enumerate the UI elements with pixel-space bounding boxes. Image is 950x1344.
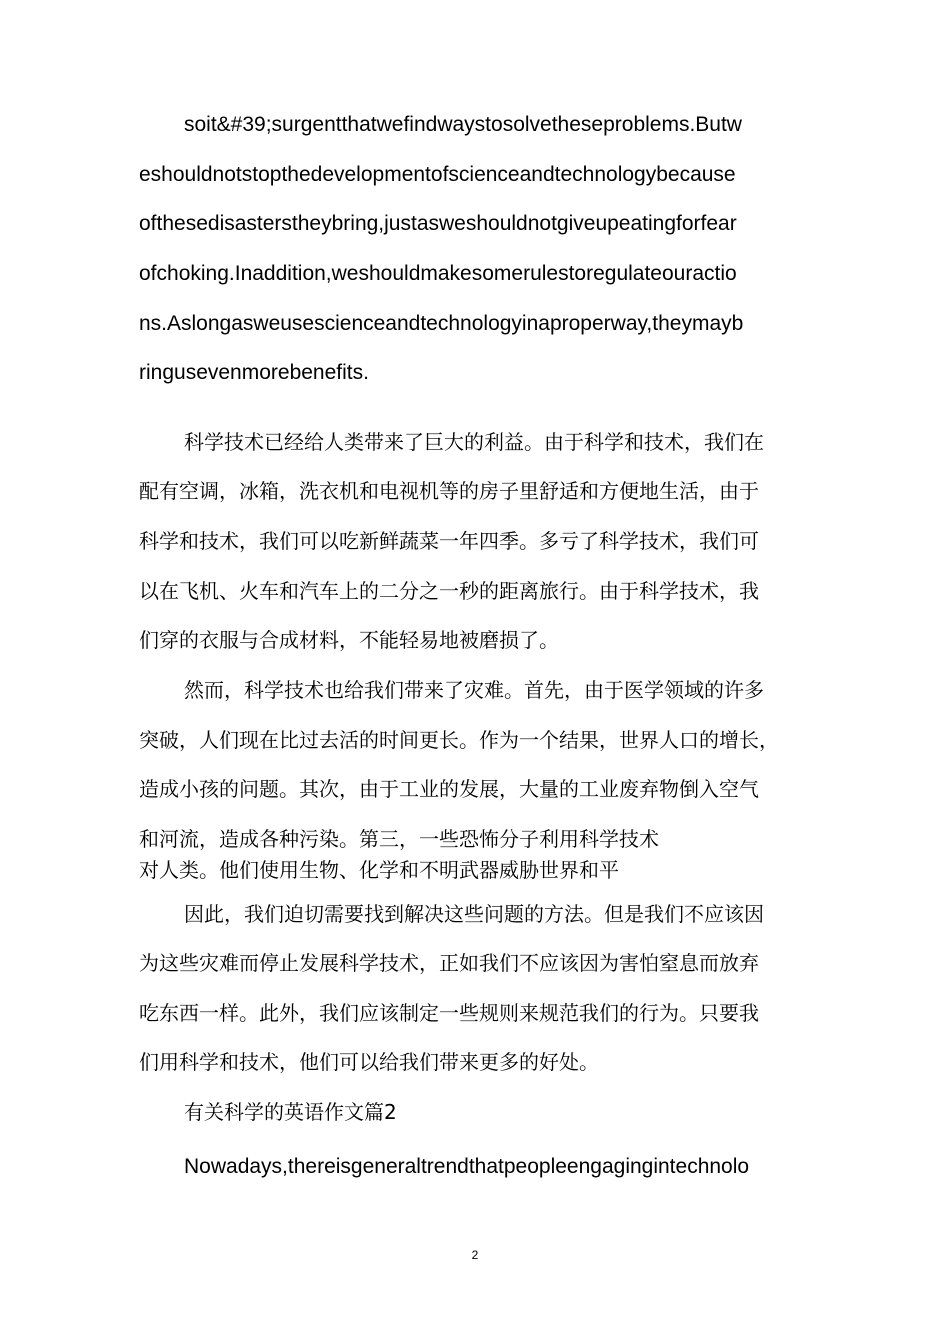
section-heading: 有关科学的英语作文篇2 <box>184 1100 397 1124</box>
text-line: 们穿的衣服与合成材料，不能轻易地被磨损了。 <box>139 628 559 652</box>
text-line: 吃东西一样。此外，我们应该制定一些规则来规范我们的行为。只要我 <box>139 1001 759 1025</box>
text-line: ofthesedisasterstheybring,justasweshouldnotgiveupeatingforfear <box>139 212 737 235</box>
text-line: ofchoking.Inaddition,weshouldmakesomerulestoregulateouractio <box>139 262 737 285</box>
text-line: ns.Aslongasweusescienceandtechnologyinaproperway,theymayb <box>139 312 744 335</box>
text-line: 科学技术已经给人类带来了巨大的利益。由于科学和技术，我们在 <box>184 430 764 454</box>
text-line: 对人类。他们使用生物、化学和不明武器威胁世界和平 <box>139 858 619 882</box>
text-line: 突破，人们现在比过去活的时间更长。作为一个结果，世界人口的增长， <box>139 728 779 752</box>
text-line: 造成小孩的问题。其次，由于工业的发展，大量的工业废弃物倒入空气 <box>139 777 759 801</box>
page-number: 2 <box>471 1248 479 1262</box>
text-line: eshouldnotstopthedevelopmentofscienceandtechnologybecause <box>139 163 736 186</box>
text-line: soit&#39;surgentthatwefindwaystosolvetheseproblems.Butw <box>184 113 742 136</box>
text-line: ringusevenmorebenefits. <box>139 361 369 384</box>
next-paragraph-start: Nowadays,thereisgeneraltrendthatpeopleengagingintechnolo <box>184 1155 750 1178</box>
text-line: 们用科学和技术，他们可以给我们带来更多的好处。 <box>139 1050 599 1074</box>
text-line: 为这些灾难而停止发展科学技术，正如我们不应该因为害怕窒息而放弃 <box>139 951 759 975</box>
text-line: 配有空调，冰箱，洗衣机和电视机等的房子里舒适和方便地生活，由于 <box>139 479 759 503</box>
text-line: 科学和技术，我们可以吃新鲜蔬菜一年四季。多亏了科学技术，我们可 <box>139 529 759 553</box>
text-line: 和河流，造成各种污染。第三，一些恐怖分子利用科学技术 <box>139 827 659 851</box>
text-line: 以在飞机、火车和汽车上的二分之一秒的距离旅行。由于科学技术，我 <box>139 579 759 603</box>
text-line: 然而，科学技术也给我们带来了灾难。首先，由于医学领域的许多 <box>184 678 764 702</box>
text-line: 因此，我们迫切需要找到解决这些问题的方法。但是我们不应该因 <box>184 902 764 926</box>
